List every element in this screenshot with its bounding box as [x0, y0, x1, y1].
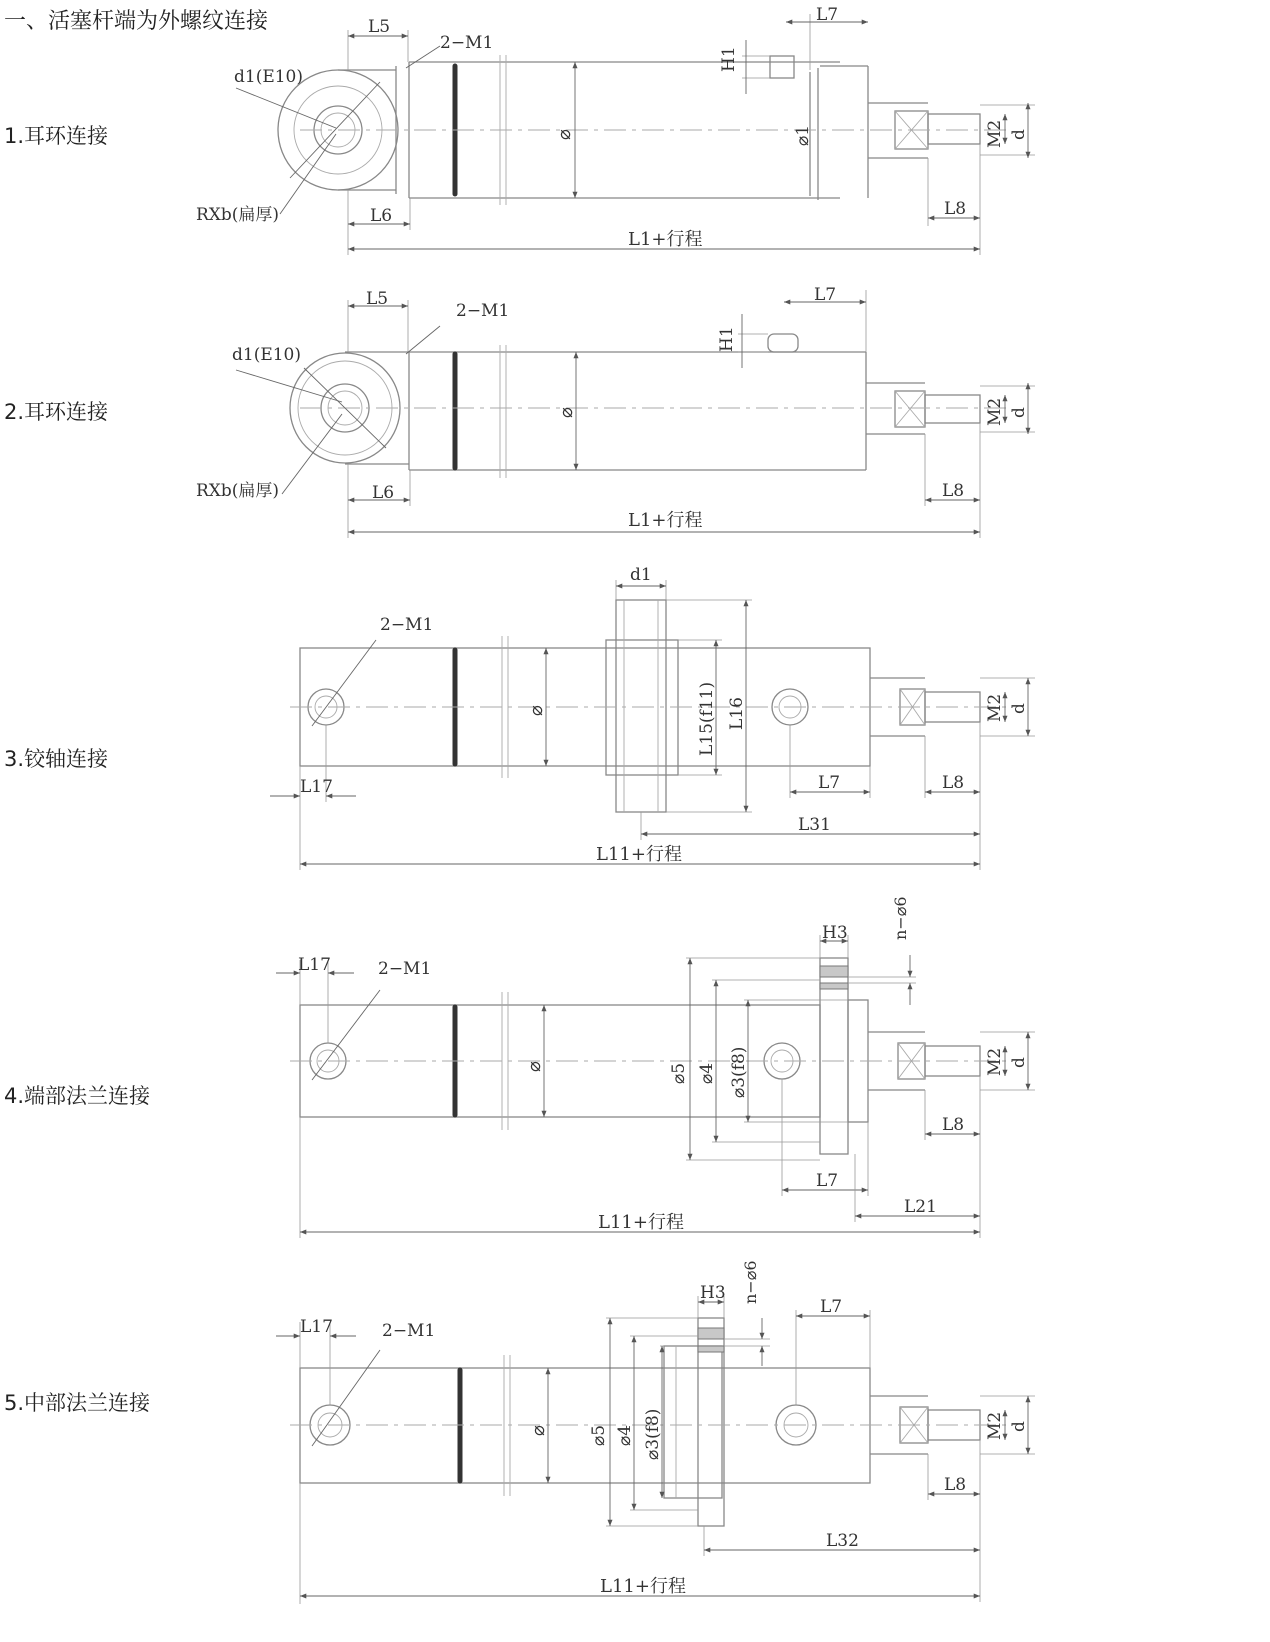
fig4-l17-label: L17 — [298, 955, 331, 975]
fig2-l8-label: L8 — [942, 481, 965, 501]
fig4-l7-label: L7 — [816, 1171, 839, 1191]
fig2-bore-dia-label: ⌀ — [556, 407, 577, 418]
fig2-m1-label: 2−M1 — [456, 301, 510, 321]
fig1-h1-label: H1 — [719, 46, 739, 72]
fig3-bore-dia-label: ⌀ — [526, 705, 547, 716]
fig5-d3-label: ⌀3(f8) — [643, 1408, 663, 1460]
fig5-h3-label: H3 — [700, 1283, 726, 1303]
fig3-l8-label: L8 — [942, 773, 965, 793]
fig3-l31-label: L31 — [798, 815, 831, 835]
section-5-label: 5.中部法兰连接 — [4, 1391, 151, 1415]
fig4-l21-label: L21 — [904, 1197, 937, 1217]
section-3-label: 3.铰轴连接 — [4, 747, 109, 771]
fig5-l32-label: L32 — [826, 1531, 859, 1551]
fig3-l16-label: L16 — [727, 697, 747, 730]
fig2-total-length-label: L1+行程 — [628, 510, 703, 531]
fig3-d-label: d — [1009, 703, 1029, 714]
fig4-l8-label: L8 — [942, 1115, 965, 1135]
fig4-d5-label: ⌀5 — [669, 1062, 689, 1084]
fig2-h1-label: H1 — [717, 326, 737, 352]
fig5-d4-label: ⌀4 — [615, 1424, 635, 1446]
fig4-h3-label: H3 — [822, 923, 848, 943]
fig1-d-label: d — [1009, 129, 1029, 140]
fig4-m1-label: 2−M1 — [378, 959, 432, 979]
fig2-l7-label: L7 — [814, 285, 837, 305]
fig1-d1-label: d1(E10) — [234, 67, 304, 87]
fig1-total-length-label: L1+行程 — [628, 229, 703, 250]
fig2-rxb-label: RXb(扁厚) — [196, 481, 280, 501]
fig1-l7-label: L7 — [816, 5, 839, 25]
fig5-n6-label: n−⌀6 — [741, 1260, 760, 1304]
fig2-d1-label: d1(E10) — [232, 345, 302, 365]
fig2-l6-label: L6 — [372, 483, 395, 503]
fig5-total-length-label: L11+行程 — [600, 1576, 686, 1597]
fig1-l5-label: L5 — [368, 17, 391, 37]
fig5-d5-label: ⌀5 — [589, 1424, 609, 1446]
fig2-d-label: d — [1009, 407, 1029, 418]
section-1-label: 1.耳环连接 — [4, 124, 109, 148]
fig2-l5-label: L5 — [366, 289, 389, 309]
fig2-m2-label: M2 — [985, 397, 1005, 426]
fig3-l15-label: L15(f11) — [697, 681, 717, 756]
page-title: 一、活塞杆端为外螺纹连接 — [4, 9, 269, 34]
fig4-bore-dia-label: ⌀ — [524, 1061, 545, 1072]
fig5-d-label: d — [1009, 1421, 1029, 1432]
figure-2-earring-connection — [196, 285, 1035, 538]
fig1-bore-dia-label: ⌀ — [554, 129, 575, 140]
section-2-label: 2.耳环连接 — [4, 400, 109, 424]
fig4-n6-label: n−⌀6 — [891, 896, 910, 940]
fig5-bore-dia-label: ⌀ — [528, 1425, 549, 1436]
figure-3-trunnion-connection — [270, 565, 1035, 870]
fig4-d4-label: ⌀4 — [697, 1062, 717, 1084]
fig5-m1-label: 2−M1 — [382, 1321, 436, 1341]
fig4-d3-label: ⌀3(f8) — [729, 1046, 749, 1098]
fig1-l6-label: L6 — [370, 206, 393, 226]
fig1-l8-label: L8 — [944, 199, 967, 219]
fig4-d-label: d — [1009, 1057, 1029, 1068]
fig5-l8-label: L8 — [944, 1475, 967, 1495]
fig3-m2-label: M2 — [985, 693, 1005, 722]
figure-5-middle-flange-connection — [276, 1260, 1035, 1604]
fig3-l17-label: L17 — [300, 777, 333, 797]
fig4-m2-label: M2 — [985, 1047, 1005, 1076]
fig3-m1-label: 2−M1 — [380, 615, 434, 635]
fig1-dia1-label: ⌀1 — [793, 124, 813, 146]
fig3-total-length-label: L11+行程 — [596, 844, 682, 865]
fig1-rxb-label: RXb(扁厚) — [196, 205, 280, 225]
fig5-m2-label: M2 — [985, 1411, 1005, 1440]
fig1-m2-label: M2 — [985, 119, 1005, 148]
figure-4-end-flange-connection — [276, 896, 1035, 1238]
fig5-l17-label: L17 — [300, 1317, 333, 1337]
fig5-l7-label: L7 — [820, 1297, 843, 1317]
fig4-total-length-label: L11+行程 — [598, 1212, 684, 1233]
section-4-label: 4.端部法兰连接 — [4, 1084, 151, 1108]
fig1-m1-label: 2−M1 — [440, 33, 494, 53]
figure-1-earring-connection — [196, 5, 1035, 255]
fig3-l7-label: L7 — [818, 773, 841, 793]
fig3-d1-label: d1 — [630, 565, 652, 585]
